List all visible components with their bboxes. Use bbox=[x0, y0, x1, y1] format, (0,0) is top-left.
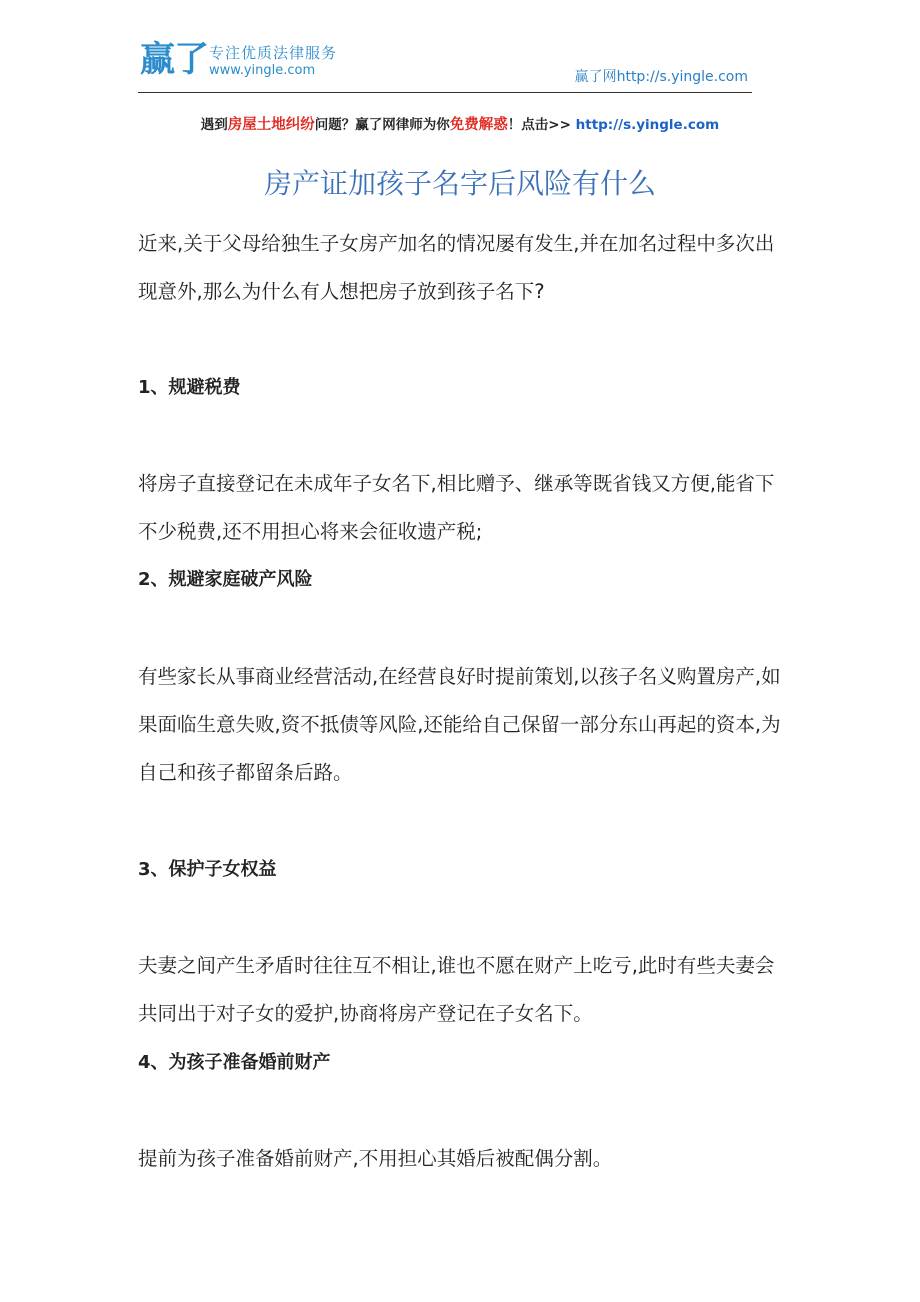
logo-slogan: 专注优质法律服务 bbox=[209, 44, 338, 62]
page-header bbox=[138, 40, 752, 93]
yingle-logo[interactable]: 赢了 bbox=[140, 40, 209, 80]
article-intro: 近来,关于父母给独生子女房产加名的情况屡有发生,并在加名过程中多次出现意外,那么为什么有人想把房子放到孩子名下? bbox=[138, 232, 775, 303]
section-body-1: 将房子直接登记在未成年子女名下,相比赠予、继承等既省钱又方便,能省下不少税费,还不用担心将来会征收遗产税; bbox=[138, 472, 775, 543]
promo-topic: 房屋土地纠纷 bbox=[227, 117, 315, 133]
section-heading-2: 2、规避家庭破产风险 bbox=[138, 569, 313, 590]
logo-url: www.yingle.com bbox=[209, 63, 316, 78]
section-heading-4: 4、为孩子准备婚前财产 bbox=[138, 1052, 331, 1073]
section-body-3: 夫妻之间产生矛盾时往往互不相让,谁也不愿在财产上吃亏,此时有些夫妻会共同出于对子女的爱护,协商将房产登记在子女名下。 bbox=[138, 954, 775, 1025]
section-heading-3: 3、保护子女权益 bbox=[138, 859, 277, 880]
promo-suffix: ！点击>> bbox=[507, 117, 571, 133]
article-title: 房产证加孩子名字后风险有什么 bbox=[263, 167, 656, 200]
promo-link[interactable]: http://s.yingle.com bbox=[575, 117, 720, 133]
promo-prefix: 遇到 bbox=[200, 117, 228, 133]
section-body-4: 提前为孩子准备婚前财产,不用担心其婚后被配偶分割。 bbox=[138, 1147, 613, 1170]
promo-offer: 免费解惑 bbox=[449, 117, 508, 133]
section-body-2: 有些家长从事商业经营活动,在经营良好时提前策划,以孩子名义购置房产,如果面临生意失败,资不抵债等风险,还能给自己保留一部分东山再起的资本,为自己和孩子都留条后路。 bbox=[138, 665, 781, 784]
header-site-link[interactable]: 赢了网http://s.yingle.com bbox=[574, 69, 748, 85]
section-heading-1: 1、规避税费 bbox=[138, 377, 241, 398]
promo-middle: 问题？赢了网律师为你 bbox=[314, 117, 450, 133]
promo-banner bbox=[0, 115, 920, 135]
